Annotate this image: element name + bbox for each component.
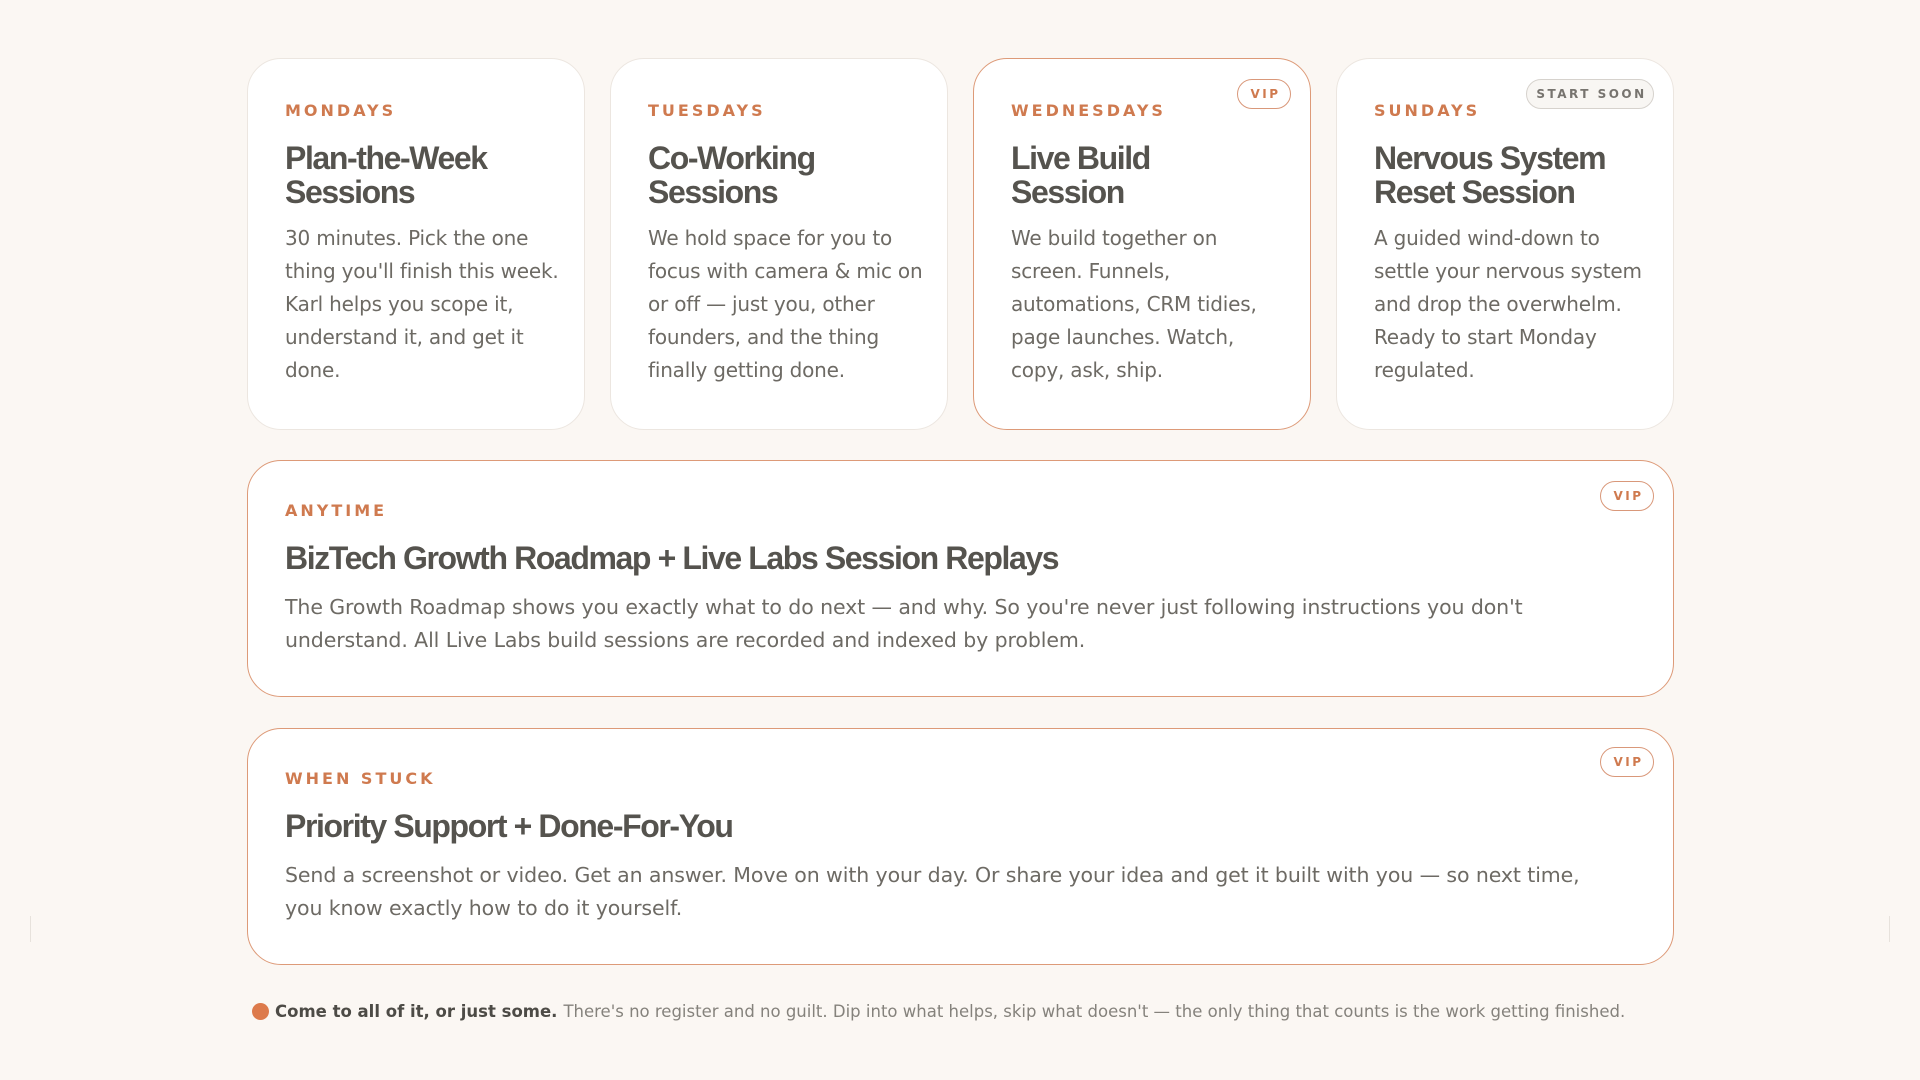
card-title: Nervous System Reset Session xyxy=(1374,140,1606,210)
card-wednesdays xyxy=(973,58,1311,430)
card-sundays xyxy=(1336,58,1674,430)
right-edge-divider xyxy=(1889,916,1890,942)
card-anytime xyxy=(247,460,1674,697)
card-description: We hold space for you to focus with camera & mic on or off — just you, other founders, and the thing finally getting done. xyxy=(648,226,923,382)
card-description: We build together on screen. Funnels, automations, CRM tidies, page launches. Watch, copy, ask, ship. xyxy=(1011,226,1257,382)
card-description: 30 minutes. Pick the one thing you'll finish this week. Karl helps you scope it, understand it, and get it done. xyxy=(285,226,559,382)
card-title: BizTech Growth Roadmap + Live Labs Session Replays xyxy=(285,540,1059,576)
card-eyebrow: WHEN STUCK xyxy=(285,769,436,788)
footer-note xyxy=(252,1002,1625,1021)
card-title: Live Build Session xyxy=(1011,140,1150,210)
card-eyebrow: ANYTIME xyxy=(285,501,388,520)
footer-bold: Come to all of it, or just some. xyxy=(275,1002,558,1021)
left-edge-divider xyxy=(30,916,31,942)
card-tuesdays xyxy=(610,58,948,430)
start-soon-badge: START SOON xyxy=(1526,79,1654,109)
card-title: Co-Working Sessions xyxy=(648,140,815,210)
card-eyebrow: SUNDAYS xyxy=(1374,101,1481,120)
status-dot-icon xyxy=(252,1003,269,1020)
card-description: The Growth Roadmap shows you exactly what to do next — and why. So you're never just following instructions you don't understand. All Live Labs build sessions are recorded and indexed by problem. xyxy=(285,595,1523,652)
card-description: A guided wind-down to settle your nervous system and drop the overwhelm. Ready to start Monday regulated. xyxy=(1374,226,1642,382)
card-mondays xyxy=(247,58,585,430)
vip-badge: VIP xyxy=(1237,79,1291,109)
card-description: Send a screenshot or video. Get an answer. Move on with your day. Or share your idea and get it built with you — so next time, you know exactly how to do it yourself. xyxy=(285,863,1580,920)
card-eyebrow: WEDNESDAYS xyxy=(1011,101,1166,120)
vip-badge: VIP xyxy=(1600,747,1654,777)
card-title: Plan-the-Week Sessions xyxy=(285,140,487,210)
footer-text: There's no register and no guilt. Dip into what helps, skip what doesn't — the only thing that counts is the work getting finished. xyxy=(563,1002,1626,1021)
card-eyebrow: MONDAYS xyxy=(285,101,397,120)
vip-badge: VIP xyxy=(1600,481,1654,511)
card-title: Priority Support + Done-For-You xyxy=(285,808,733,844)
card-eyebrow: TUESDAYS xyxy=(648,101,766,120)
card-when-stuck xyxy=(247,728,1674,965)
